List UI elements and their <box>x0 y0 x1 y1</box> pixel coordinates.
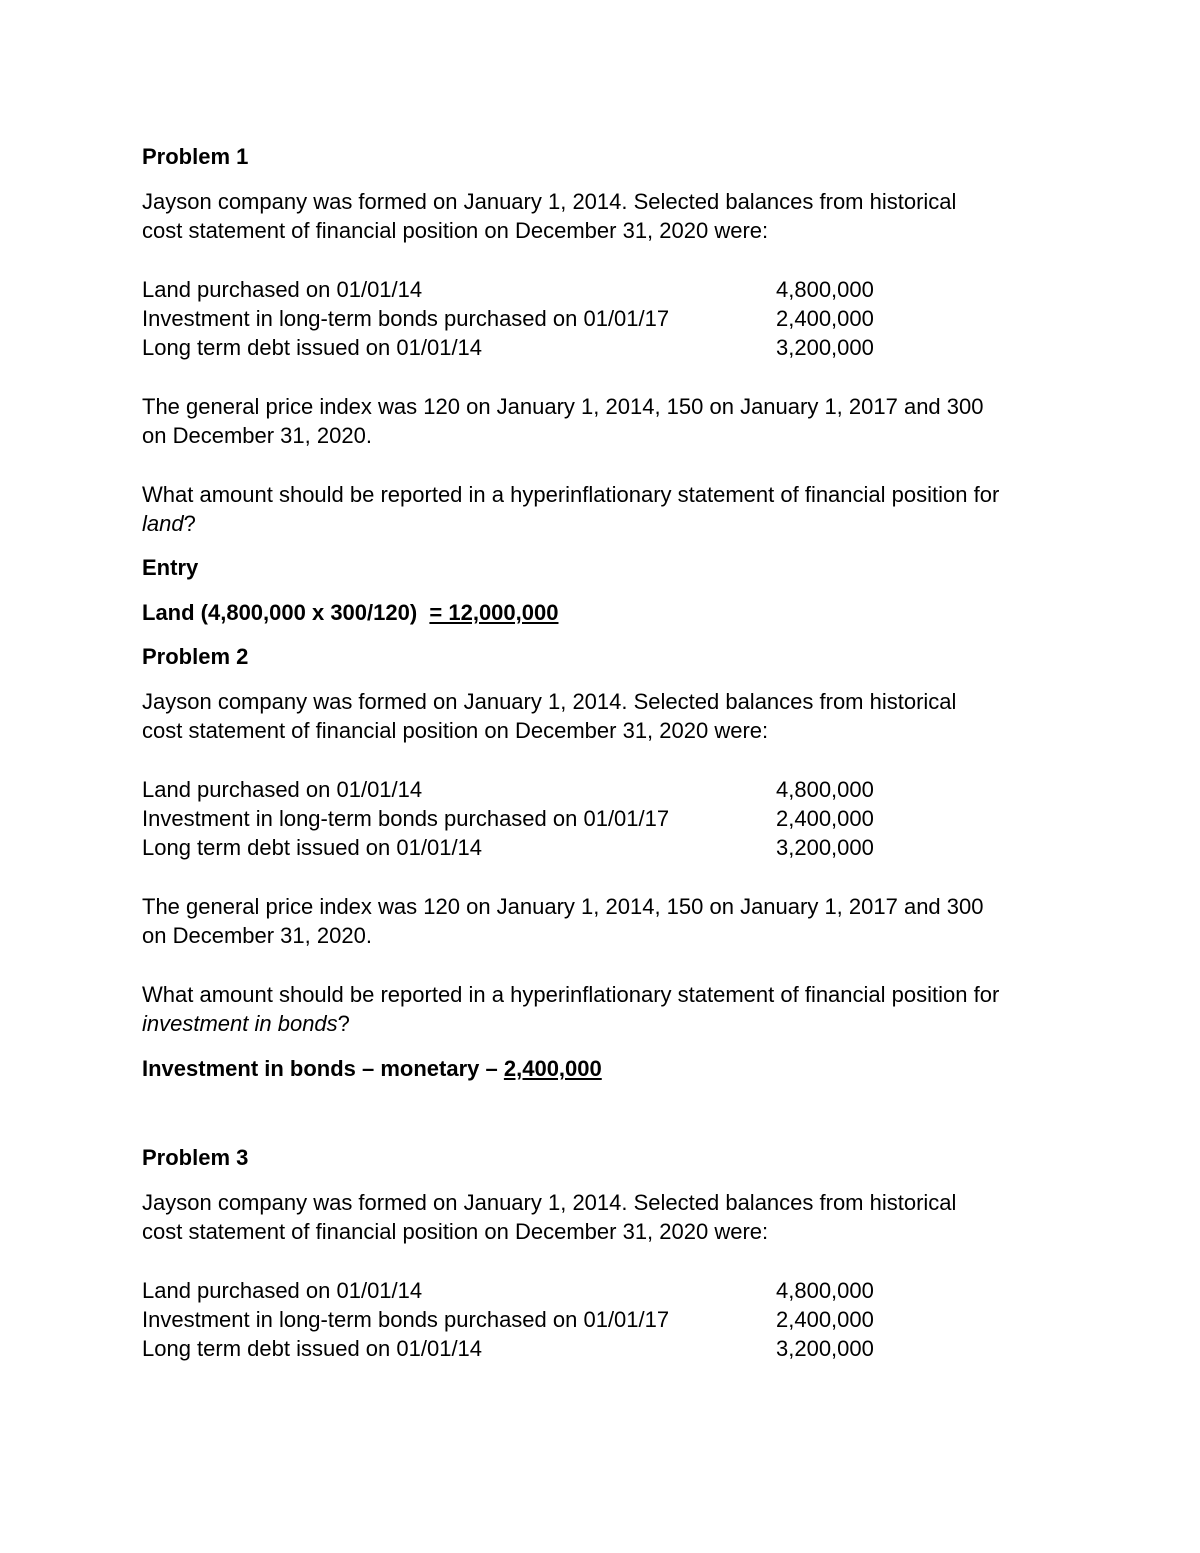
problem-2-intro-line-2: cost statement of financial position on December 31, 2020 were: <box>142 718 769 743</box>
question-end: ? <box>183 511 196 536</box>
problem-1-entry-label: Entry <box>142 555 199 580</box>
balance-label: Land purchased on 01/01/14 <box>142 1278 423 1303</box>
question-item: investment in bonds <box>142 1011 338 1036</box>
balance-label: Investment in long-term bonds purchased on 01/01/17 <box>142 806 670 831</box>
balance-label: Investment in long-term bonds purchased on 01/01/17 <box>142 1307 670 1332</box>
balance-label: Land purchased on 01/01/14 <box>142 277 423 302</box>
balance-label: Long term debt issued on 01/01/14 <box>142 835 483 860</box>
problem-1-heading: Problem 1 <box>142 144 249 169</box>
problem-1-question-line-2 <box>142 510 196 538</box>
balance-label: Long term debt issued on 01/01/14 <box>142 335 483 360</box>
problem-3-balance-row <box>142 1306 1042 1334</box>
problem-2-index-line-2: on December 31, 2020. <box>142 923 372 948</box>
answer-prefix: Land (4,800,000 x 300/120) <box>142 600 430 625</box>
balance-amount: 2,400,000 <box>776 306 874 331</box>
problem-2-balance-row <box>142 834 1042 862</box>
balance-amount: 3,200,000 <box>776 335 874 360</box>
balance-label: Land purchased on 01/01/14 <box>142 777 423 802</box>
problem-2-index-line-1: The general price index was 120 on January 1, 2014, 150 on January 1, 2017 and 300 <box>142 894 984 919</box>
balance-amount: 3,200,000 <box>776 1336 874 1361</box>
problem-2-balance-row <box>142 805 1042 833</box>
problem-1-balance-row <box>142 305 1042 333</box>
problem-2-intro-line-1: Jayson company was formed on January 1, 2014. Selected balances from historical <box>142 689 957 714</box>
problem-1-index-line-1: The general price index was 120 on January 1, 2014, 150 on January 1, 2017 and 300 <box>142 394 984 419</box>
balance-amount: 3,200,000 <box>776 835 874 860</box>
question-item: land <box>142 511 184 536</box>
problem-2-question-line-1: What amount should be reported in a hyperinflationary statement of financial position for <box>142 982 1000 1007</box>
question-end: ? <box>337 1011 350 1036</box>
problem-1-answer <box>142 599 558 627</box>
problem-2-balance-row <box>142 776 1042 804</box>
problem-2-question-line-2 <box>142 1010 350 1038</box>
problem-1-balance-row <box>142 334 1042 362</box>
problem-1-question-line-1: What amount should be reported in a hyperinflationary statement of financial position for <box>142 482 1000 507</box>
balance-amount: 4,800,000 <box>776 1278 874 1303</box>
problem-1-intro-line-1: Jayson company was formed on January 1, 2014. Selected balances from historical <box>142 189 957 214</box>
problem-3-balance-row <box>142 1335 1042 1363</box>
problem-1-index-line-2: on December 31, 2020. <box>142 423 372 448</box>
balance-amount: 4,800,000 <box>776 277 874 302</box>
problem-3-heading: Problem 3 <box>142 1145 249 1170</box>
balance-label: Long term debt issued on 01/01/14 <box>142 1336 483 1361</box>
balance-label: Investment in long-term bonds purchased on 01/01/17 <box>142 306 670 331</box>
problem-2-heading: Problem 2 <box>142 644 249 669</box>
problem-3-intro-line-1: Jayson company was formed on January 1, 2014. Selected balances from historical <box>142 1190 957 1215</box>
problem-2-answer <box>142 1055 602 1083</box>
problem-1-balance-row <box>142 276 1042 304</box>
problem-1-intro-line-2: cost statement of financial position on December 31, 2020 were: <box>142 218 769 243</box>
balance-amount: 2,400,000 <box>776 1307 874 1332</box>
answer-value: = 12,000,000 <box>429 600 559 625</box>
balance-amount: 4,800,000 <box>776 777 874 802</box>
problem-3-balance-row <box>142 1277 1042 1305</box>
answer-prefix: Investment in bonds – monetary – <box>142 1056 504 1081</box>
answer-value: 2,400,000 <box>503 1056 602 1081</box>
balance-amount: 2,400,000 <box>776 806 874 831</box>
problem-3-intro-line-2: cost statement of financial position on December 31, 2020 were: <box>142 1219 769 1244</box>
